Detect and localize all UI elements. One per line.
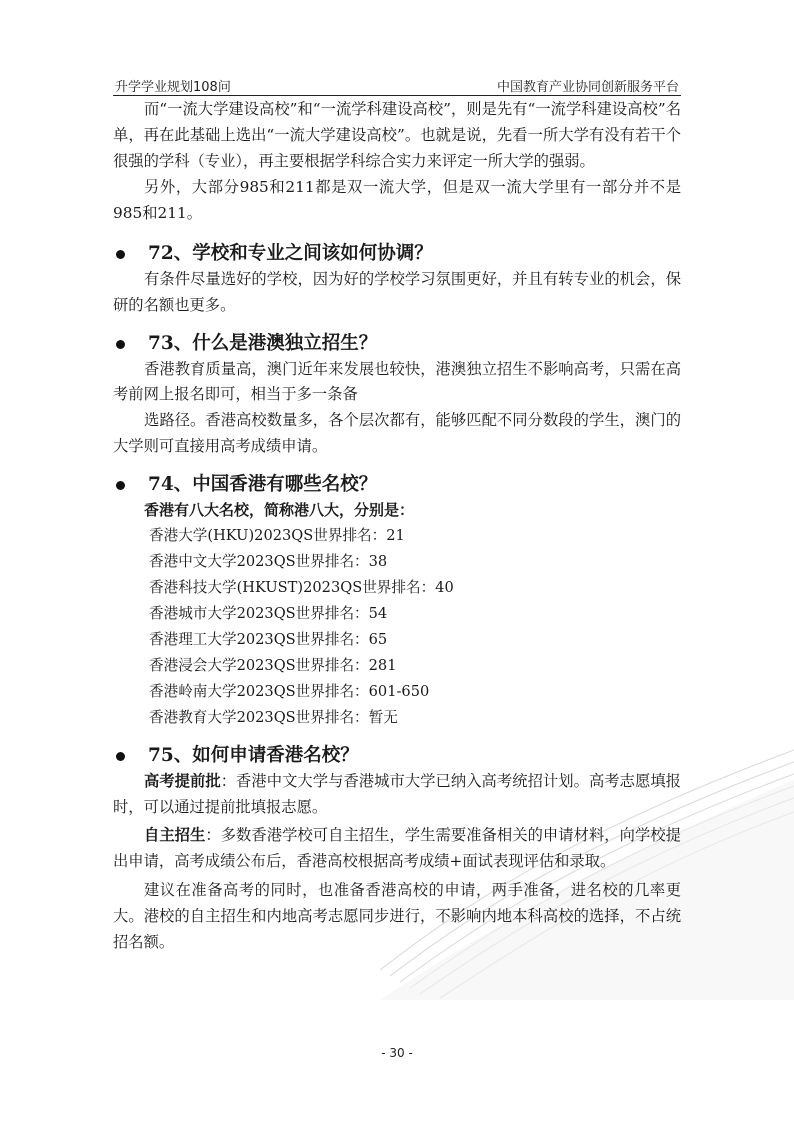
question-72-answer: 有条件尽量选好的学校，因为好的学校学习氛围更好，并且有转专业的机会，保研的名额也更多。: [113, 269, 681, 314]
list-item: 香港教育大学2023QS世界排名：暂无: [149, 708, 398, 726]
intro-paragraph-1: 而“一流大学建设高校”和“一流学科建设高校”，则是先有“一流学科建设高校”名单，再在此基础上选出“一流大学建设高校”。也就是说，先看一所大学有没有若干个很强的学科（专业），再主要根据学科综合实力来评定一所大学的强弱。: [113, 100, 681, 170]
header-divider: [113, 95, 681, 96]
question-73-answer-1: 香港教育质量高，澳门近年来发展也较快，港澳独立招生不影响高考，只需在高考前网上报名即可，相当于多一条备: [113, 359, 681, 404]
question-75-title: 75、如何申请香港名校？: [148, 744, 359, 766]
bullet-icon: [116, 752, 125, 761]
bullet-icon: [116, 340, 125, 349]
list-item: 香港中文大学2023QS世界排名：38: [149, 552, 388, 570]
bullet-icon: [116, 250, 125, 259]
page-number: - 30 -: [381, 1046, 413, 1060]
list-item: 香港理工大学2023QS世界排名：65: [149, 630, 388, 648]
header-book-title: 升学学业规划108问: [115, 80, 231, 95]
question-75-answer-2: [113, 823, 681, 875]
question-73-title: 73、什么是港澳独立招生？: [148, 332, 378, 354]
answer-text: ：多数香港学校可自主招生，学生需要准备相关的申请材料，向学校提出申请，高考成绩公布后，香港高校根据高考成绩+面试表现评估和录取。: [113, 826, 681, 871]
list-item: 香港大学(HKU)2023QS世界排名：21: [149, 526, 405, 544]
answer-label: 自主招生: [144, 826, 206, 845]
question-74-title: 74、中国香港有哪些名校？: [148, 473, 378, 495]
question-74-subtitle: 香港有八大名校，简称港八大，分别是：: [144, 500, 415, 519]
answer-label: 高考提前批: [144, 771, 221, 790]
question-75-answer-1: [113, 769, 681, 821]
question-74-heading: [113, 472, 681, 498]
question-72-heading: [113, 241, 681, 267]
question-75-answer-3: 建议在准备高考的同时，也准备香港高校的申请，两手准备，进名校的几率更大。港校的自主招生和内地高考志愿同步进行，不影响内地本科高校的选择，不占统招名额。: [113, 880, 681, 951]
list-item: 香港岭南大学2023QS世界排名：601-650: [149, 682, 430, 700]
list-item: 香港浸会大学2023QS世界排名：281: [149, 656, 397, 674]
question-73-answer-2: 选路径。香港高校数量多，各个层次都有，能够匹配不同分数段的学生，澳门的大学则可直接用高考成绩申请。: [113, 411, 681, 455]
bullet-icon: [116, 481, 125, 490]
header-publisher: 中国教育产业协同创新服务平台: [496, 80, 679, 95]
page-header: [113, 76, 681, 94]
page-content: [113, 97, 681, 955]
question-75-heading: [113, 743, 681, 769]
list-item: 香港城市大学2023QS世界排名：54: [149, 604, 388, 622]
list-item: 香港科技大学(HKUST)2023QS世界排名：40: [149, 578, 454, 596]
answer-text: ：香港中文大学与香港城市大学已纳入高考统招计划。高考志愿填报时，可以通过提前批填报志愿。: [113, 771, 681, 816]
university-list: [113, 523, 681, 731]
question-72-title: 72、学校和专业之间该如何协调？: [148, 242, 433, 264]
question-73-heading: [113, 331, 681, 357]
intro-paragraph-2: 另外，大部分985和211都是双一流大学，但是双一流大学里有一部分并不是985和211。: [113, 178, 681, 223]
